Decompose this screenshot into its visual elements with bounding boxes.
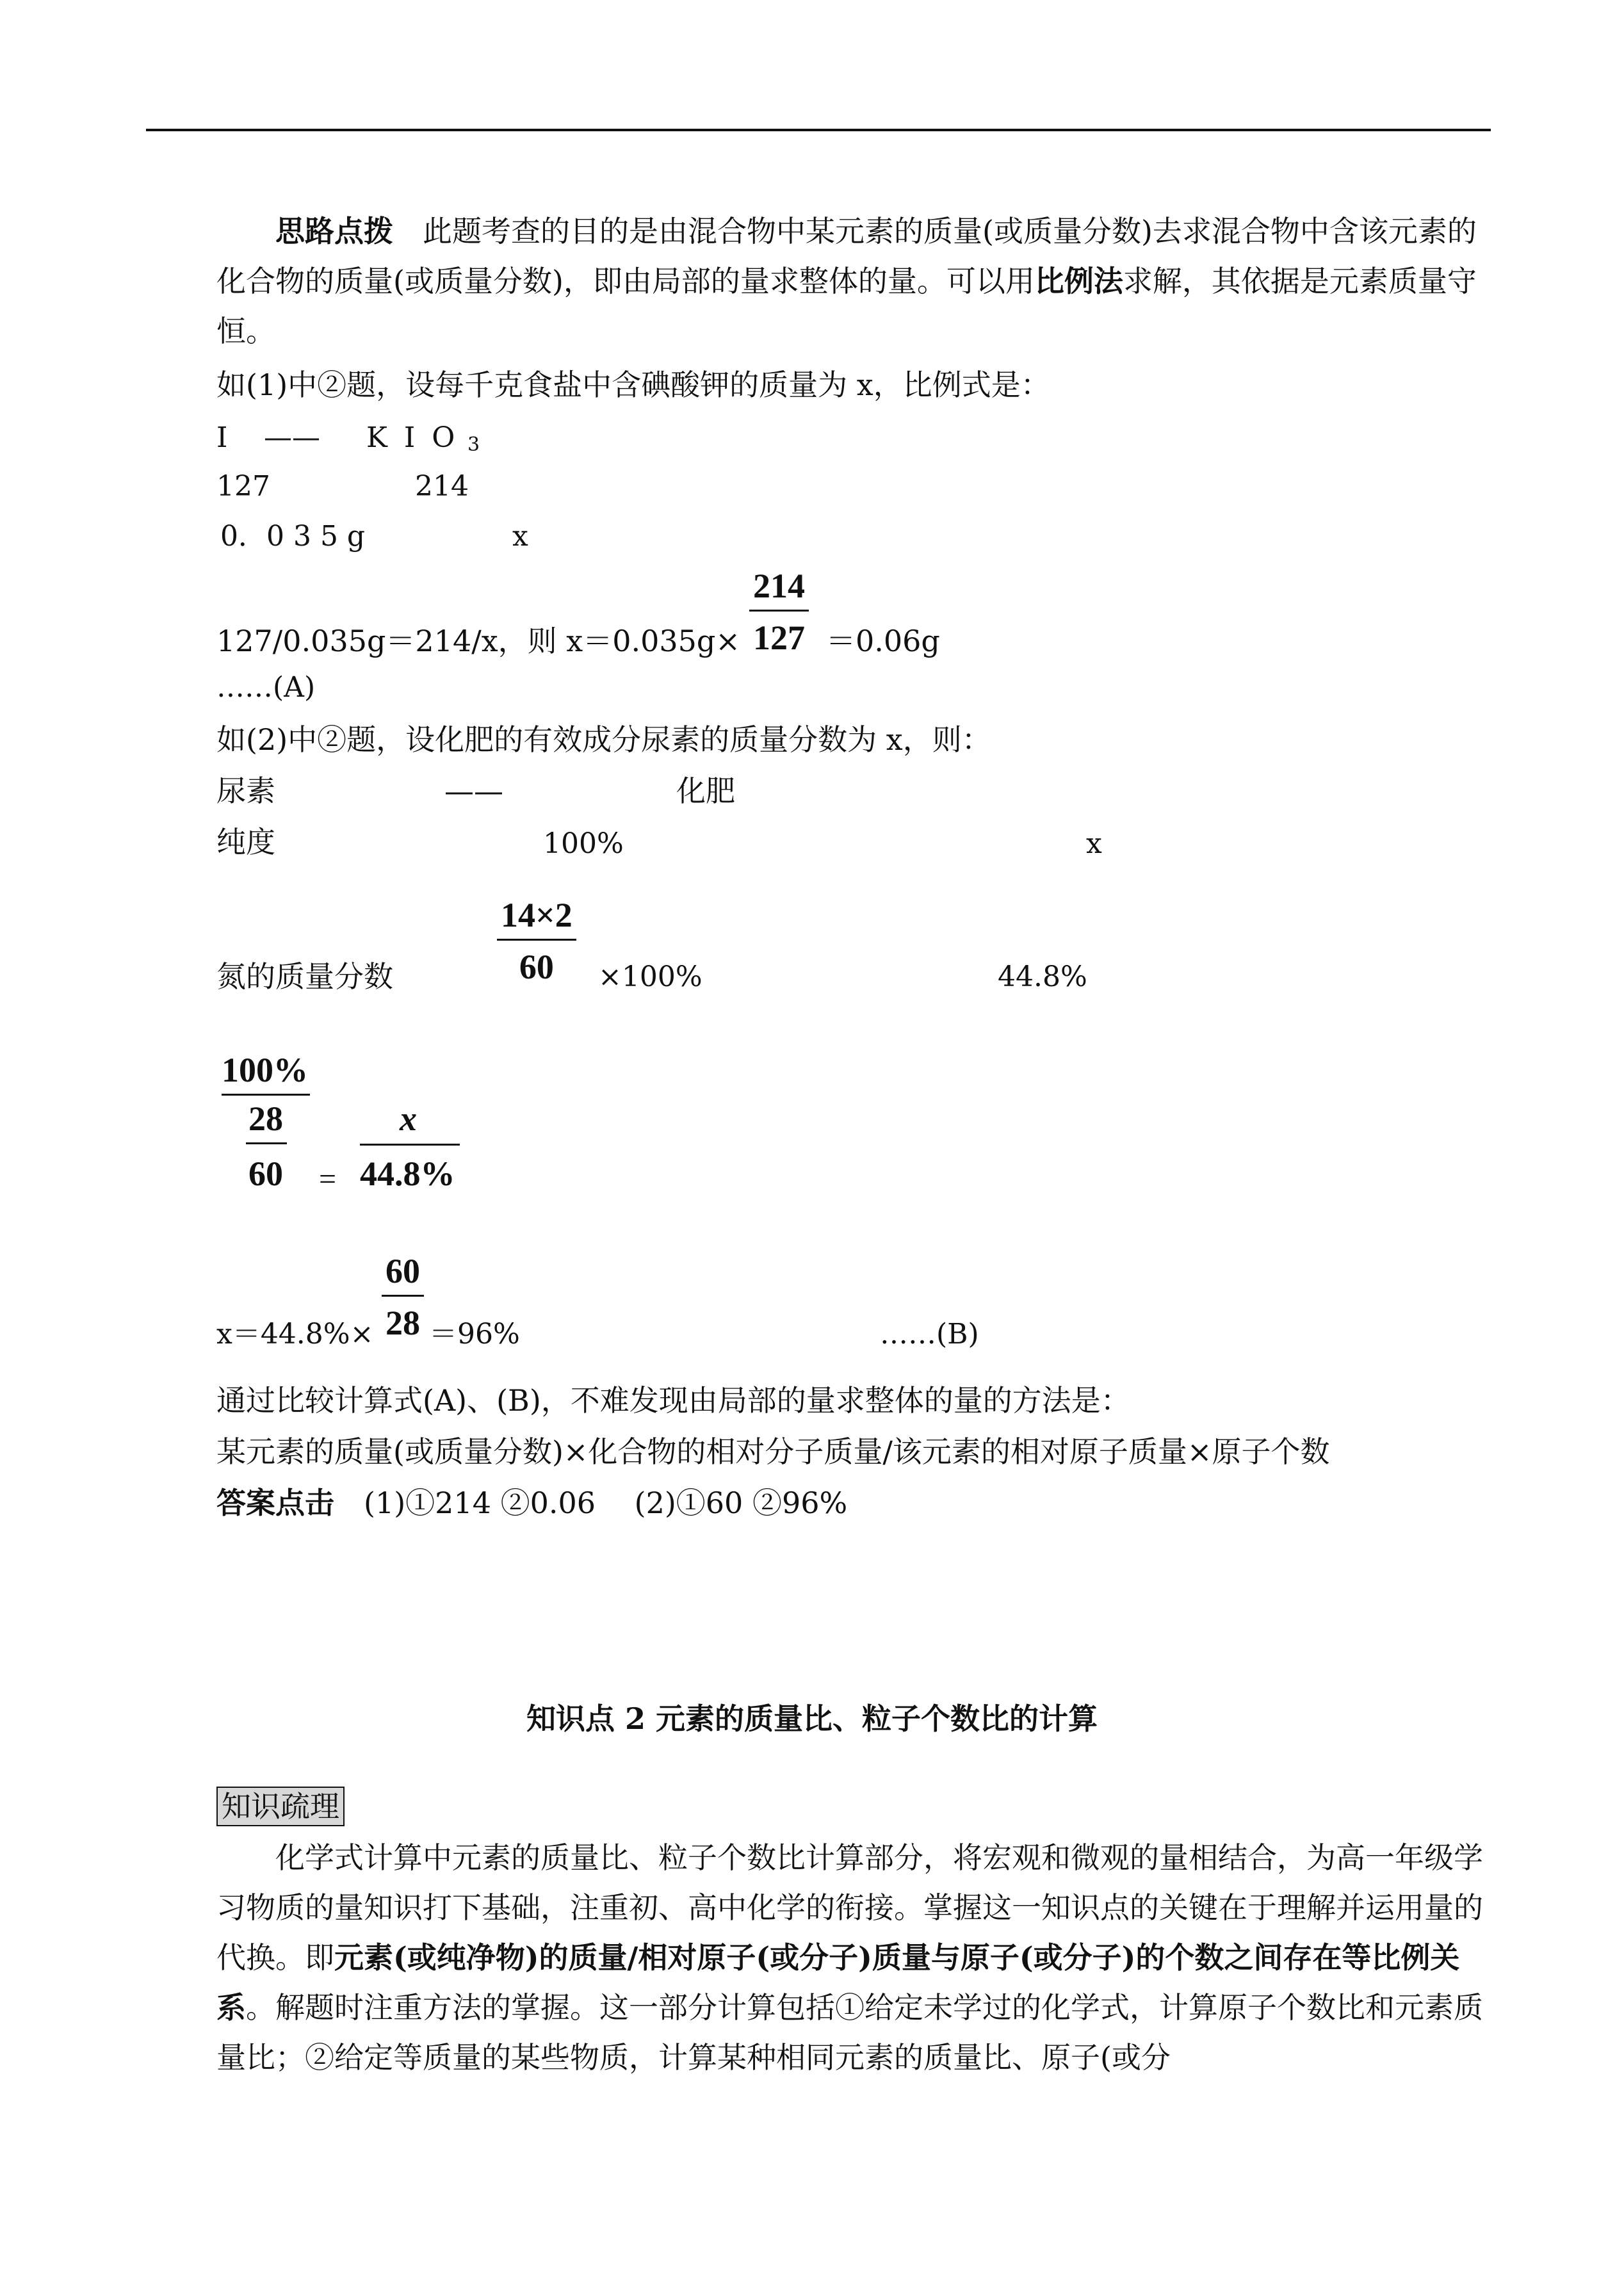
row-n-c: 44.8%	[998, 961, 1087, 993]
answer-line	[216, 1488, 847, 1518]
fraction-den: 60	[519, 948, 554, 986]
fraction-214-127	[749, 569, 809, 655]
hint-bold: 比例法	[1034, 264, 1123, 298]
section-heading: 知识点 2 元素的质量比、粒子个数比的计算	[526, 1701, 1098, 1736]
row-i-sub: 3	[467, 434, 480, 456]
knowledge-text-a: 化学式计算中元素的质量比、粒子个数比计算部分，将宏观和微观的量相结合，为高一年级学习物质的量知识打下基础，注重初、高中化学的衔接。掌握这一知识点的关键在于理解并运用量的代换。即	[216, 1840, 1483, 1975]
big-eq-top: 100%	[222, 1051, 308, 1089]
answer-label: 答案点击	[216, 1486, 334, 1520]
label-a: ……(A)	[216, 671, 316, 704]
big-eq-rden: 44.8%	[360, 1155, 455, 1193]
row-purity-c: x	[1086, 827, 1102, 860]
answer-text: (1)①214 ②0.06 (2)①60 ②96%	[364, 1486, 848, 1520]
question-2-line: 如(2)中②题，设化肥的有效成分尿素的质量分数为 x，则：	[216, 722, 991, 757]
formula-line: 某元素的质量(或质量分数)×化合物的相对分子质量/该元素的相对原子质量×原子个数	[216, 1434, 1330, 1469]
knowledge-bold: 元素(或纯净物)的质量/相对原子(或分子)质量与原子(或分子)的个数之间存在等比例关系	[216, 1940, 1460, 2025]
fraction-num: 14×2	[501, 896, 572, 934]
equation-2-after: ＝96%	[429, 1318, 520, 1350]
label-b: ……(B)	[880, 1318, 979, 1350]
row-urea-c: 化肥	[676, 774, 735, 808]
fraction-28-60	[497, 898, 576, 984]
fraction-num: 214	[753, 567, 805, 605]
row-i-right: K I O	[366, 421, 459, 454]
knowledge-text-b: 。解题时注重方法的掌握。这一部分计算包括①给定未学过的化学式，计算原子个数比和元素质量比；②给定等质量的某些物质，计算某种相同元素的质量比、原子(或分	[216, 1990, 1483, 2075]
row-urea-a: 尿素	[216, 774, 275, 808]
question-1-line: 如(1)中②题，设每千克食盐中含碘酸钾的质量为 x，比例式是：	[216, 368, 1050, 402]
row-mass-right: x	[512, 520, 528, 553]
comparison-line: 通过比较计算式(A)、(B)，不难发现由局部的量求整体的量的方法是：	[216, 1383, 1130, 1418]
hint-label: 思路点拨	[275, 214, 393, 248]
equation-2-before: x＝44.8%×	[216, 1318, 374, 1350]
row-i-left: I	[216, 421, 228, 454]
row-n-a: 氮的质量分数	[216, 959, 393, 994]
big-eq-den: 60	[248, 1155, 283, 1193]
knowledge-paragraph	[216, 1833, 1491, 2082]
hint-text-a: 此题考查的目的是由混合物中某元素的质量(或质量分数)去求混合物中含该元素的化合物的质量(或质量分数)，即由局部的量求整体的量。可以用	[216, 214, 1477, 298]
hint-paragraph	[216, 206, 1491, 356]
big-eq-top-bar	[222, 1094, 310, 1096]
big-eq-equals: =	[319, 1162, 337, 1196]
row-purity-a: 纯度	[216, 825, 275, 859]
row-127-right: 214	[415, 470, 469, 503]
hint-text-b: 求解，其依据是元素质量守恒。	[216, 264, 1477, 348]
knowledge-box-label: 知识疏理	[216, 1787, 345, 1826]
equation-1-after: ＝0.06g	[826, 624, 940, 658]
row-mass-left: 0．0 3 5 g	[220, 520, 366, 553]
fraction-60-28	[382, 1254, 424, 1340]
row-purity-b: 100%	[543, 827, 624, 860]
big-eq-inner-bar	[246, 1142, 287, 1144]
row-urea-b: ——	[444, 774, 503, 808]
row-127-left: 127	[216, 470, 270, 503]
row-n-b: ×100%	[598, 961, 702, 993]
row-i-dash: ——	[264, 421, 320, 454]
fraction-den: 28	[386, 1304, 420, 1342]
big-eq-rnum: x	[400, 1099, 417, 1138]
header-rule	[146, 129, 1491, 131]
equation-1-before: 127/0.035g＝214/x，则 x＝0.035g×	[216, 624, 740, 658]
fraction-den: 127	[753, 619, 805, 657]
fraction-num: 60	[386, 1252, 420, 1290]
big-eq-right-bar	[360, 1144, 460, 1146]
big-eq-num: 28	[248, 1099, 283, 1138]
